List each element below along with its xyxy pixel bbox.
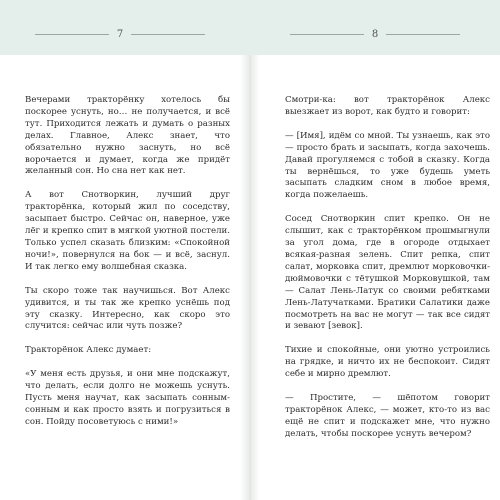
paragraph: — Простите, — шёпотом говорит тракторёнок Алекс, — может, кто-то из вас ещё не спит и подскажет мне, что нужно делать, чтобы поскорее уснуть вечером?: [285, 393, 490, 439]
paragraph: «У меня есть друзья, и они мне подскажут, что делать, если долго не можешь уснуть. Пусть меня научат, как засыпать сонным-сонным и как просто взять и погрузиться в сон. Пойду посоветуюсь с ними!»: [25, 369, 230, 427]
page-number-rule: [131, 34, 205, 35]
paragraph: А вот Снотворкин, лучший друг тракторёнка, который жил по соседству, засыпает быстро. Сейчас он, наверное, уже лёг и крепко спит в мягкой уютной постели. Только успел сказать близким: «Спокойной ночи!», повернулся на бок — и всё, заснул. И так легко ему волшебная сказка.: [25, 190, 230, 272]
page-number-rule: [386, 34, 460, 35]
paragraph: Сосед Снотворкин спит крепко. Он не слышит, как с тракторёнком прошмыгнули за угол дома, где в огороде отдыхает всякая-разная зелень. Спит репка, спит салат, морковка спит, дремлют морковочки-дюймовочки с тётушкой Морковушкой, там — Салат Лень-Латук со своими ребятками Лень-Латучатками. Братики Салатики даже посмотреть на вас не могут — так все сидят и зевают [зевок].: [285, 214, 490, 332]
paragraph: Тракторёнок Алекс думает:: [25, 345, 152, 356]
left-page-text: [25, 95, 230, 441]
right-page-number: 8: [371, 28, 379, 40]
right-page-text: [285, 95, 490, 453]
page-number-rule: [35, 34, 109, 35]
paragraph: Смотри-ка: вот тракторёнок Алекс выезжает из ворот, как будто и говорит:: [285, 95, 490, 117]
paragraph: Ты скоро тоже так научишься. Вот Алекс удивится, и ты так же крепко уснёшь под эту сказку. Интересно, как скоро это случится: сейчас или чуть позже?: [25, 285, 230, 332]
paragraph: Вечерами тракторёнку хотелось бы поскорее уснуть, но… не получается, и всё тут. Приходится лежать и думать о разных делах. Главное, Алекс знает, что обязательно нужно заснуть, но всё ворочается и думает, когда же придёт желанный сон. Но сна нет как нет.: [25, 95, 230, 177]
left-page-number-row: [35, 24, 205, 44]
right-page-number-row: [290, 24, 460, 44]
paragraph: — [Имя], идём со мной. Ты узнаешь, как это — просто брать и засыпать, когда захочешь. Давай прогуляемся с тобой в сказку. Когда ты вернёшься, то уже будешь уметь засыпать сладким сном в любое время, когда пожелаешь.: [285, 130, 490, 201]
paragraph: Тихие и спокойные, они уютно устроились на грядке, и ничто их не беспокоит. Сидят себе и мирно дремлют.: [285, 345, 490, 380]
book-gutter: [240, 55, 260, 500]
left-page-number: 7: [116, 28, 124, 40]
page-number-rule: [290, 34, 364, 35]
